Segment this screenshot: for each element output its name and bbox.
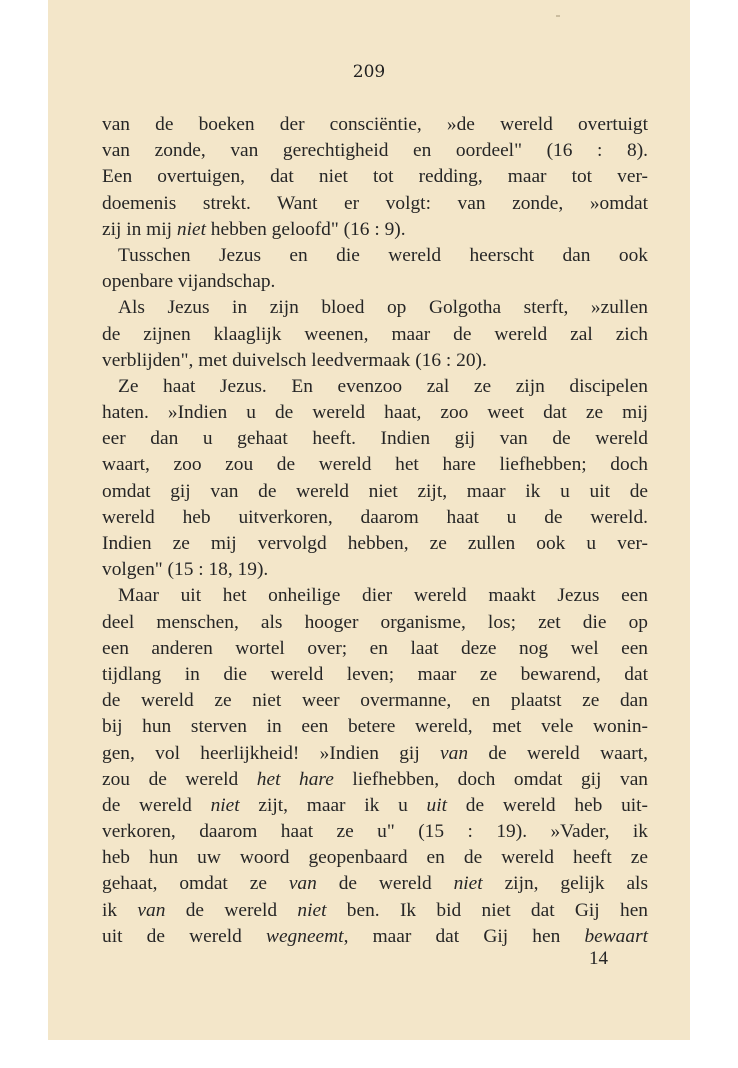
text-run: een anderen wortel over; en laat deze nog wel een [102, 637, 648, 659]
text-run: van zonde, van gerechtigheid en oordeel" (16 : 8). [102, 140, 648, 162]
paper-speck [556, 15, 560, 17]
text-run: openbare vijandschap. [102, 271, 276, 293]
italic-text: uit [426, 794, 448, 816]
book-page [48, 0, 690, 1040]
text-line [102, 557, 648, 583]
text-line [102, 269, 648, 295]
text-line [102, 243, 648, 269]
text-run: doemenis strekt. Want er volgt: van zonde, »omdat [102, 192, 648, 214]
text-line [102, 688, 648, 714]
italic-text: van [137, 899, 166, 921]
italic-text: niet [210, 794, 240, 816]
text-run: de wereld heb uit- [447, 794, 648, 816]
text-line [102, 845, 648, 871]
text-run: omdat gij van de wereld niet zijt, maar ik u uit de [102, 480, 648, 502]
text-line [102, 295, 648, 321]
text-line [102, 191, 648, 217]
page-number: 209 [352, 62, 386, 82]
text-run: Tusschen Jezus en die wereld heerscht dan ook [118, 244, 648, 266]
text-run: zij in mij [102, 218, 177, 240]
text-line [102, 662, 648, 688]
text-line [102, 400, 648, 426]
italic-text: wegneemt [266, 925, 344, 947]
text-run: hebben geloofd" (16 : 9). [205, 218, 406, 240]
text-run: ik [102, 899, 138, 921]
italic-text: niet [453, 873, 483, 895]
text-run: de wereld [102, 794, 211, 816]
text-run: zijn, gelijk als [482, 873, 648, 895]
text-run: eer dan u gehaat heeft. Indien gij van de wereld [102, 428, 648, 450]
text-line [102, 164, 648, 190]
text-run: heb hun uw woord geopenbaard en de wereld heeft ze [102, 847, 648, 869]
text-line [102, 924, 648, 950]
text-line [102, 452, 648, 478]
italic-text: bewaart [584, 925, 648, 947]
text-run: volgen" (15 : 18, 19). [102, 559, 269, 581]
text-run: bij hun sterven in een betere wereld, met vele wonin- [102, 716, 648, 738]
text-run: liefhebben, doch omdat gij van [333, 768, 648, 790]
text-line [102, 374, 648, 400]
text-run: zou de wereld [102, 768, 257, 790]
text-line [102, 819, 648, 845]
text-run: deel menschen, als hooger organisme, los; zet die op [102, 611, 648, 633]
text-run: , maar dat Gij hen [343, 925, 585, 947]
italic-text: niet [297, 899, 327, 921]
text-run: de zijnen klaaglijk weenen, maar de wereld zal zich [102, 323, 648, 345]
text-line [102, 348, 648, 374]
text-line [102, 479, 648, 505]
text-run: wereld heb uitverkoren, daarom haat u de wereld. [102, 506, 648, 528]
text-run: verblijden", met duivelsch leedvermaak (16 : 20). [102, 349, 487, 371]
text-run: Ze haat Jezus. En evenzoo zal ze zijn discipelen [118, 375, 648, 397]
text-line [102, 610, 648, 636]
text-run: tijdlang in die wereld leven; maar ze bewarend, dat [102, 663, 648, 685]
text-run: de wereld [165, 899, 298, 921]
text-run: Als Jezus in zijn bloed op Golgotha sterft, »zullen [118, 297, 648, 319]
text-line [102, 112, 648, 138]
text-run: de wereld [316, 873, 454, 895]
text-run: Een overtuigen, dat niet tot redding, maar tot ver- [102, 166, 648, 188]
text-run: de wereld waart, [468, 742, 648, 764]
text-run: zijt, maar ik u [239, 794, 427, 816]
text-line [102, 217, 648, 243]
text-line [102, 898, 648, 924]
text-run: Maar uit het onheilige dier wereld maakt Jezus een [118, 585, 648, 607]
text-line [102, 767, 648, 793]
text-line [102, 426, 648, 452]
text-line [102, 714, 648, 740]
italic-text: van [288, 873, 317, 895]
text-run: verkoren, daarom haat ze u" (15 : 19). »Vader, ik [102, 821, 648, 843]
text-run: haten. »Indien u de wereld haat, zoo weet dat ze mij [102, 402, 648, 424]
text-line [102, 793, 648, 819]
text-run: van de boeken der consciëntie, »de wereld overtuigt [102, 114, 648, 135]
italic-text: het hare [256, 768, 334, 790]
italic-text: niet [176, 218, 206, 240]
text-line [102, 138, 648, 164]
body-text [102, 112, 648, 950]
text-run: uit de wereld [102, 925, 267, 947]
italic-text: van [440, 742, 469, 764]
text-line [102, 531, 648, 557]
text-line [102, 322, 648, 348]
text-line [102, 583, 648, 609]
text-line [102, 871, 648, 897]
text-line [102, 741, 648, 767]
text-run: waart, zoo zou de wereld het hare liefhebben; doch [102, 454, 648, 476]
text-run: gen, vol heerlijkheid! »Indien gij [102, 742, 441, 764]
text-line [102, 505, 648, 531]
text-run: ben. Ik bid niet dat Gij hen [326, 899, 648, 921]
text-run: de wereld ze niet weer overmanne, en plaatst ze dan [102, 690, 648, 712]
text-run: Indien ze mij vervolgd hebben, ze zullen ook u ver- [102, 533, 648, 554]
signature-mark: 14 [589, 948, 608, 969]
text-line [102, 636, 648, 662]
text-run: gehaat, omdat ze [102, 873, 289, 895]
